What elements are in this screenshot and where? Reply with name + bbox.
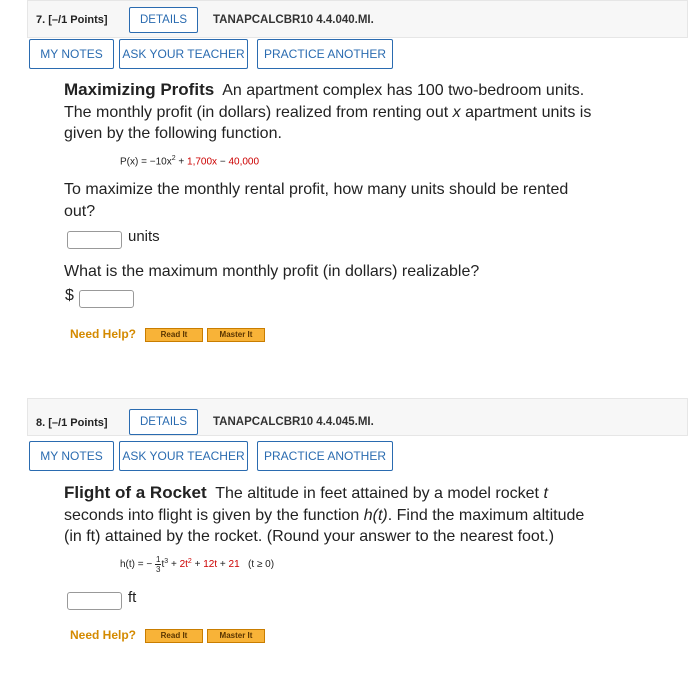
problem-text: Flight of a Rocket The altitude in feet attained by a model rocket t seconds into flight is given by the function h(t). Find the maximum altitude (in ft) attained by the rocket. (Round your answer to the nearest foot.) bbox=[64, 483, 585, 545]
question-units: To maximize the monthly rental profit, how many units should be rented out? bbox=[64, 181, 569, 220]
details-button[interactable]: DETAILS bbox=[129, 7, 198, 33]
problem-code: TANAPCALCBR10 4.4.045.MI. bbox=[213, 416, 374, 428]
question-7 bbox=[27, 0, 688, 368]
ft-label: ft bbox=[128, 589, 137, 606]
problem-title: Maximizing Profits bbox=[64, 80, 215, 99]
problem-title: Flight of a Rocket bbox=[64, 483, 207, 502]
units-label: units bbox=[128, 228, 160, 245]
my-notes-button[interactable]: MY NOTES bbox=[29, 39, 114, 69]
master-it-button[interactable]: Master It bbox=[207, 328, 265, 342]
problem-code: TANAPCALCBR10 4.4.040.MI. bbox=[213, 14, 374, 26]
question-header bbox=[27, 398, 688, 436]
read-it-button[interactable]: Read It bbox=[145, 629, 203, 643]
details-button[interactable]: DETAILS bbox=[129, 409, 198, 435]
ask-teacher-button[interactable]: ASK YOUR TEACHER bbox=[119, 441, 248, 471]
fraction: $\frac{1}{3}$ bbox=[156, 555, 161, 574]
master-it-button[interactable]: Master It bbox=[207, 629, 265, 643]
action-buttons bbox=[27, 39, 688, 79]
ask-teacher-button[interactable]: ASK YOUR TEACHER bbox=[119, 39, 248, 69]
read-it-button[interactable]: Read It bbox=[145, 328, 203, 342]
question-profit: What is the maximum monthly profit (in dollars) realizable? bbox=[64, 263, 480, 280]
need-help-label: Need Help? bbox=[70, 628, 137, 642]
practice-another-button[interactable]: PRACTICE ANOTHER bbox=[257, 39, 393, 69]
question-header bbox=[27, 0, 688, 38]
profit-formula: $P(x) = -10x^2 + 1,700x - 40,000$ bbox=[120, 155, 260, 168]
question-8 bbox=[27, 398, 688, 697]
altitude-formula: h(t) = − $\frac{1}{3}$ $t^3 + 2t^2 + 12t + 21$ (t ≥ 0) bbox=[120, 555, 275, 574]
my-notes-button[interactable]: MY NOTES bbox=[29, 441, 114, 471]
need-help-label: Need Help? bbox=[70, 327, 137, 341]
dollar-sign: $ bbox=[65, 287, 74, 304]
profit-answer-input[interactable] bbox=[79, 290, 134, 308]
units-answer-input[interactable] bbox=[67, 231, 122, 249]
problem-text: Maximizing Profits An apartment complex has 100 two-bedroom units. The monthly profit (in dollars) realized from renting out x apartment units is given by the following function. bbox=[64, 80, 592, 142]
action-buttons bbox=[27, 441, 688, 481]
question-number-points: 7. [–/1 Points] bbox=[36, 14, 108, 26]
question-number-points: 8. [–/1 Points] bbox=[36, 417, 108, 429]
practice-another-button[interactable]: PRACTICE ANOTHER bbox=[257, 441, 393, 471]
altitude-answer-input[interactable] bbox=[67, 592, 122, 610]
